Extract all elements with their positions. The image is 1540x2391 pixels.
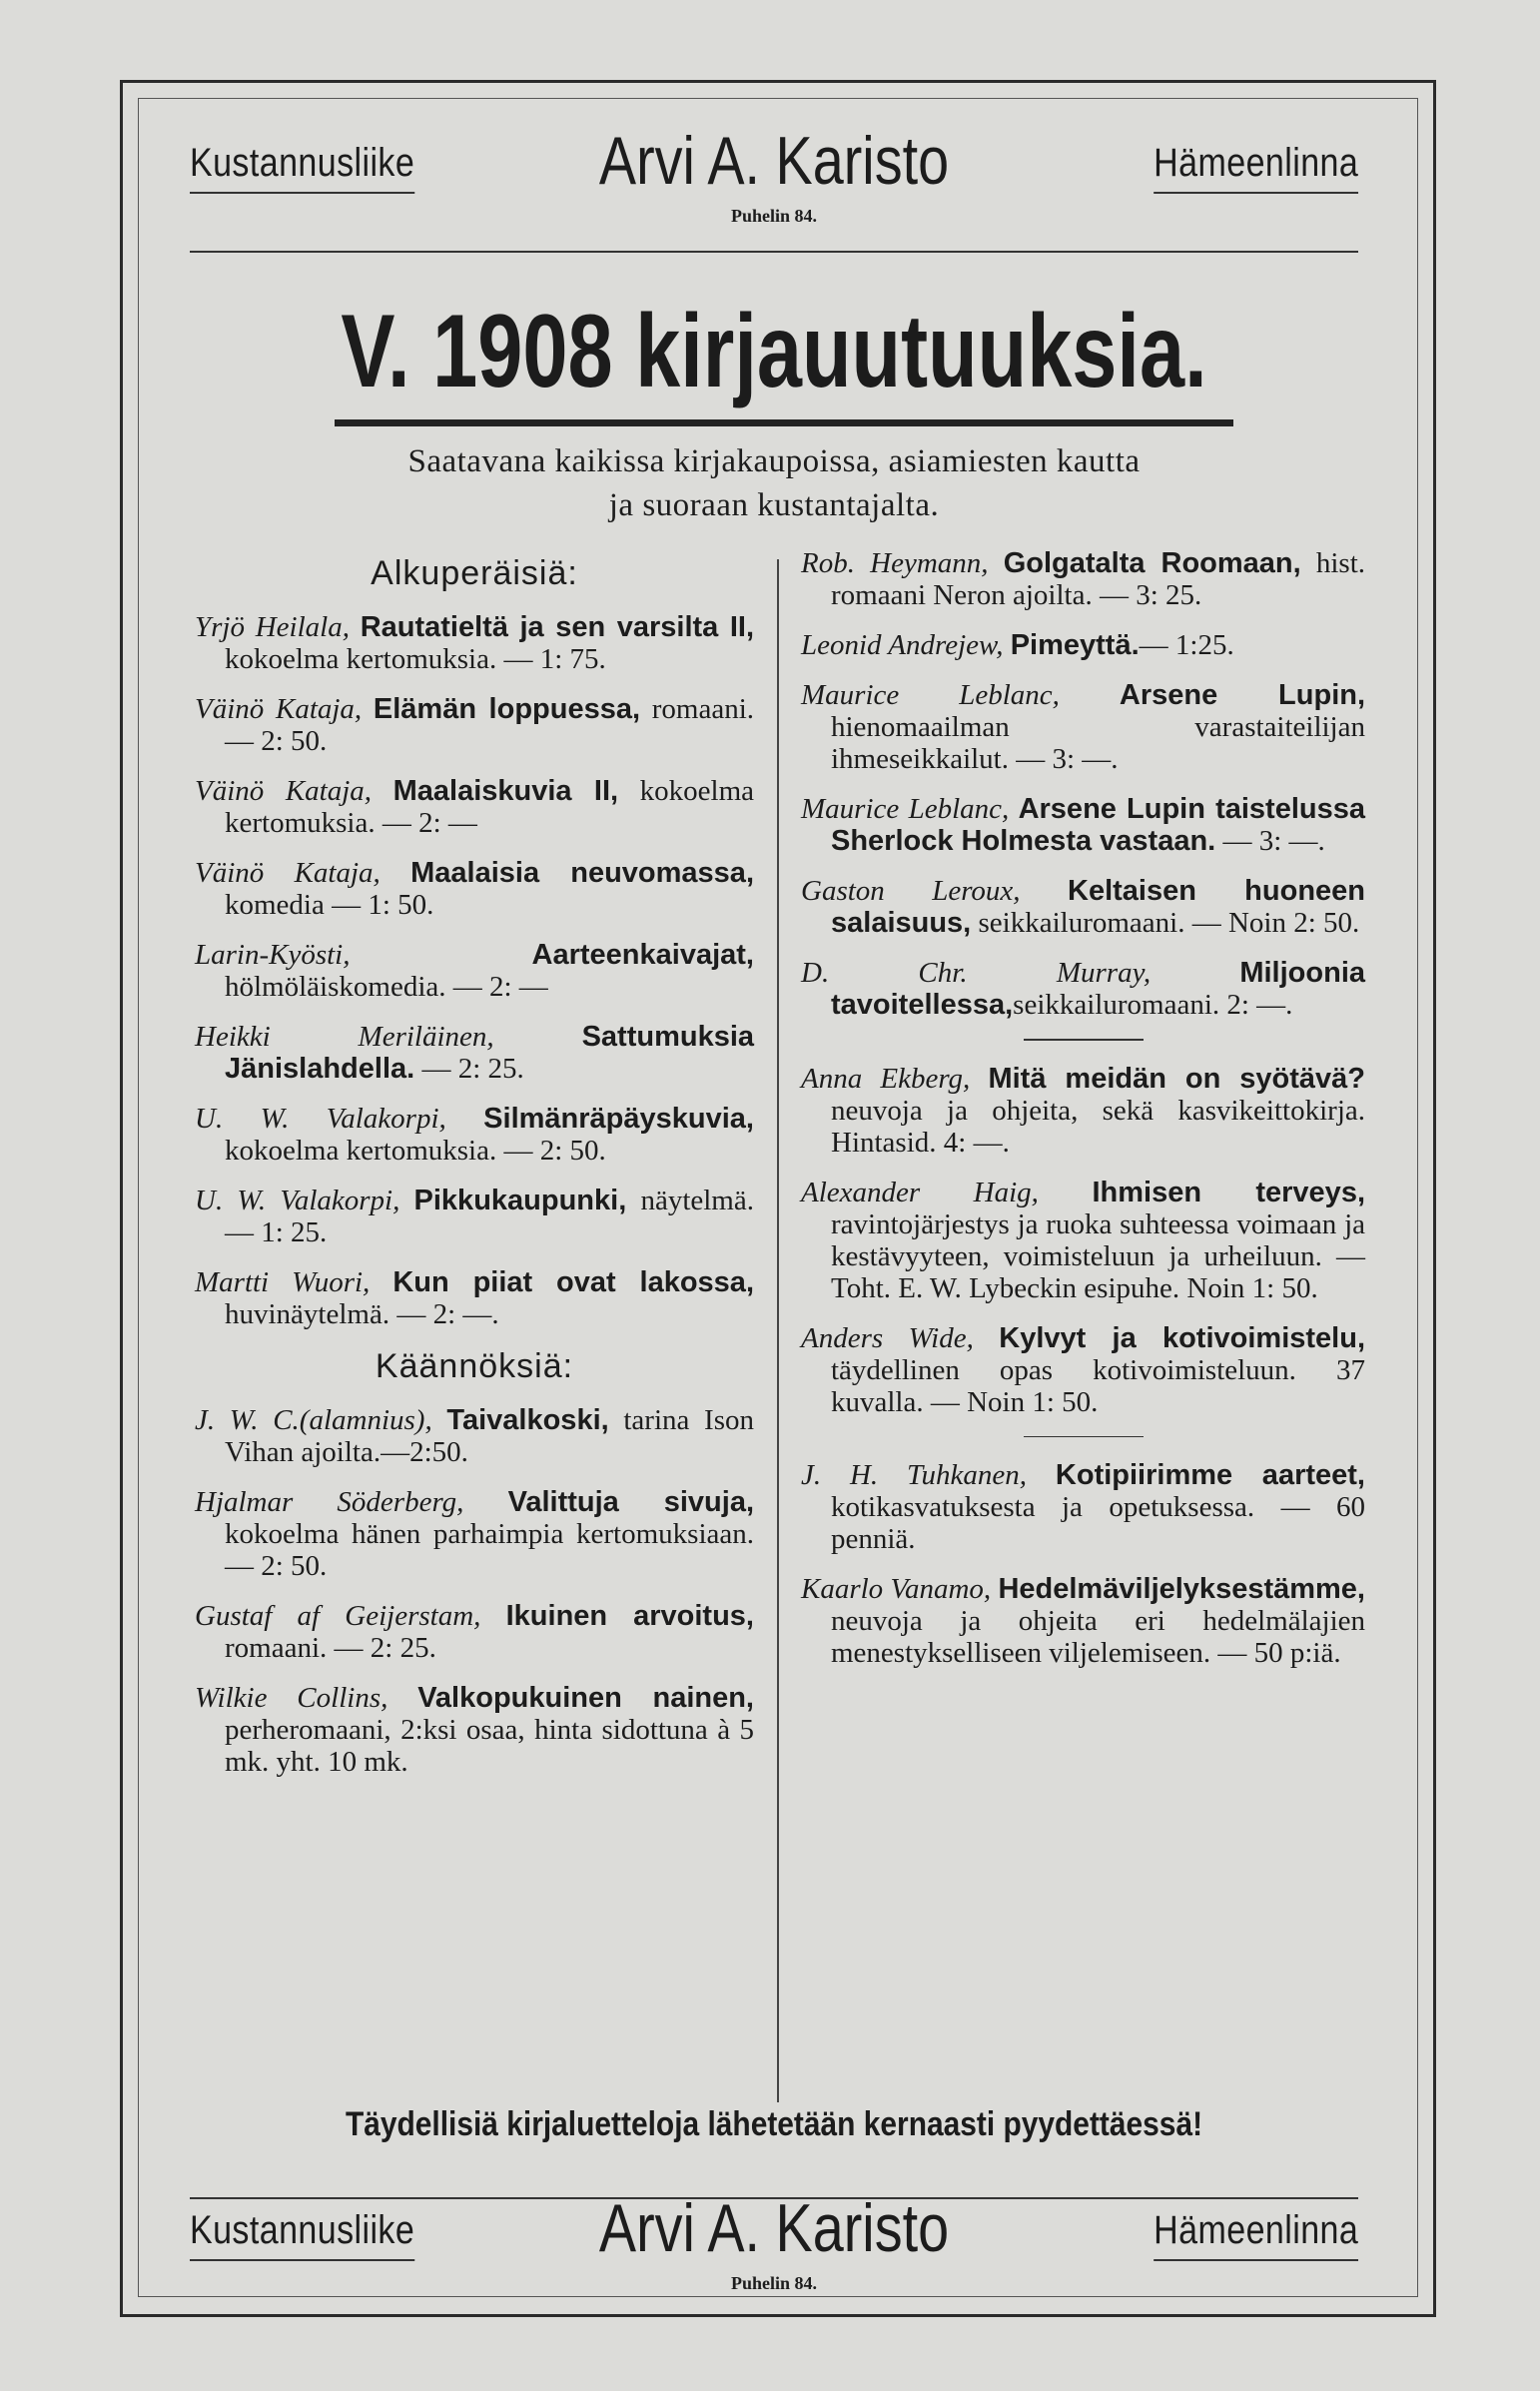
book-title: Sattumuksia Jänislahdella. (225, 1021, 755, 1085)
book-entry (801, 875, 1365, 939)
book-details: romaani. — 2: 50. (225, 693, 755, 757)
book-title: Hedelmäviljelyksestämme, (998, 1573, 1365, 1605)
book-title: Silmänräpäyskuvia, (483, 1103, 754, 1135)
book-title: Valkopukuinen nainen, (417, 1682, 754, 1714)
book-details: — 2: 25. (414, 1053, 524, 1085)
book-author: Hjalmar Söderberg, (195, 1486, 464, 1518)
book-details: seikkailuromaani. 2: —. (1013, 989, 1293, 1021)
publisher-phone: Puhelin 84. (730, 206, 818, 226)
book-author: U. W. Valakorpi, (195, 1185, 400, 1216)
book-details: — 3: —. (1215, 825, 1325, 857)
publisher-phone: Puhelin 84. (730, 2273, 818, 2293)
book-author: Kaarlo Vanamo, (801, 1573, 992, 1605)
book-entry (195, 939, 754, 1003)
intro-line-1: Saatavana kaikissa kirjakaupoissa, asiamiesten kautta (407, 443, 1141, 479)
top-header (190, 110, 1358, 253)
publisher-name: Arvi A. Karisto (598, 123, 950, 199)
book-entry (801, 957, 1365, 1021)
book-details: kotikasvatuksesta ja opetuksessa. — 60 penniä. (831, 1491, 1365, 1555)
book-details: — 1:25. (1139, 629, 1234, 661)
right-group-3 (801, 1459, 1365, 1669)
title-rule (335, 419, 1233, 426)
book-details: komedia — 1: 50. (225, 889, 434, 921)
book-author: Maurice Leblanc, (801, 793, 1010, 825)
book-author: J. H. Tuhkanen, (801, 1459, 1028, 1491)
book-author: Väinö Kataja, (195, 775, 373, 807)
publisher-city: Hämeenlinna (1153, 141, 1358, 185)
book-author: Larin-Kyösti, (195, 939, 351, 971)
book-details: ravintojärjestys ja ruoka suhteessa voimaan ja kestävyyteen, voimisteluun ja urheiluun. — Toht. E. W. Lybeckin esipuhe. Noin 1: 50. (831, 1207, 1365, 1304)
book-author: Alexander Haig, (801, 1176, 1039, 1208)
book-entry (195, 1404, 754, 1468)
book-author: Yrjö Heilala, (195, 611, 350, 643)
book-entry (195, 1185, 754, 1248)
book-author: Wilkie Collins, (195, 1682, 388, 1714)
book-details: hist. romaani Neron ajoilta. — 3: 25. (831, 547, 1366, 611)
book-details: kokoelma kertomuksia. — 2: — (225, 775, 755, 839)
book-details: neuvoja ja ohjeita, sekä kasvikeittokirja. Hintasid. 4: —. (831, 1094, 1365, 1159)
book-details: kokoelma kertomuksia. — 2: 50. (225, 1135, 606, 1167)
publisher-city: Hämeenlinna (1153, 2208, 1358, 2252)
book-title: Rautatieltä ja sen varsilta II, (360, 611, 754, 643)
book-entry (195, 1103, 754, 1167)
book-entry (195, 1600, 754, 1664)
book-author: Väinö Kataja, (195, 857, 381, 889)
book-title: Taivalkoski, (446, 1404, 609, 1436)
book-title: Aarteenkaivajat, (531, 939, 754, 971)
right-group-1 (801, 547, 1365, 1021)
book-entry (801, 679, 1365, 775)
catalog-note: Täydellisiä kirjaluetteloja lähetetään kernaasti pyydettäessä! (345, 2105, 1203, 2143)
book-title: Pimeyttä. (1010, 629, 1140, 661)
group-separator (1024, 1039, 1144, 1041)
section-translations-heading: Käännöksiä: (375, 1347, 574, 1385)
publisher-label: Kustannusliike (190, 2208, 415, 2252)
left-column (195, 547, 754, 1796)
book-author: J. W. C.(alamnius), (195, 1404, 432, 1436)
book-details: seikkailuromaani. — Noin 2: 50. (971, 907, 1360, 939)
page-title: V. 1908 kirjauutuuksia. (341, 294, 1207, 409)
book-title: Kun piiat ovat lakossa, (392, 1266, 754, 1298)
book-title: Maalaisia neuvomassa, (410, 857, 754, 889)
translations-list (195, 1404, 754, 1778)
book-entry (195, 1266, 754, 1330)
book-details: perheromaani, 2:ksi osaa, hinta sidottuna à 5 mk. yht. 10 mk. (225, 1714, 754, 1778)
book-title: Arsene Lupin taistelussa Sherlock Holmesta vastaan. (831, 793, 1365, 857)
book-details: täydellinen opas kotivoimisteluun. 37 kuvalla. — Noin 1: 50. (831, 1353, 1365, 1418)
header-rule (190, 251, 1358, 253)
book-title: Golgatalta Roomaan, (1003, 547, 1301, 579)
book-author: Martti Wuori, (195, 1266, 371, 1298)
book-title: Ihmisen terveys, (1092, 1176, 1365, 1208)
book-details: hienomaailman varastaiteilijan ihmeseikkailut. — 3: —. (831, 711, 1365, 775)
book-author: Anna Ekberg, (801, 1062, 971, 1095)
intro-line-2: ja suoraan kustantajalta. (608, 487, 940, 523)
book-title: Mitä meidän on syötävä? (988, 1062, 1366, 1095)
group-separator (1024, 1436, 1144, 1438)
originals-list (195, 611, 754, 1330)
book-title: Ikuinen arvoitus, (505, 1600, 754, 1632)
book-title: Keltaisen huoneen salaisuus, (831, 875, 1366, 939)
book-author: D. Chr. Murray, (801, 957, 1152, 989)
book-entry (801, 629, 1365, 661)
book-author: Gaston Leroux, (801, 875, 1021, 907)
book-author: U. W. Valakorpi, (195, 1103, 446, 1135)
book-author: Maurice Leblanc, (801, 679, 1060, 711)
book-entry (801, 1459, 1365, 1555)
book-entry (801, 793, 1365, 857)
book-details: romaani. — 2: 25. (225, 1632, 436, 1664)
book-author: Leonid Andrejew, (801, 629, 1004, 661)
book-author: Gustaf af Geijerstam, (195, 1600, 481, 1632)
column-divider (777, 559, 779, 2102)
book-details: kokoelma hänen parhaimpia kertomuksiaan. — 2: 50. (225, 1518, 754, 1582)
publisher-name: Arvi A. Karisto (598, 2190, 950, 2266)
section-originals-heading: Alkuperäisiä: (371, 554, 578, 592)
book-details: neuvoja ja ohjeita eri hedelmälajien menestykselliseen viljelemiseen. — 50 p:iä. (831, 1605, 1365, 1669)
right-group-2 (801, 1063, 1365, 1418)
book-entry (801, 547, 1365, 611)
book-entry (195, 775, 754, 839)
book-title: Maalaiskuvia II, (392, 775, 619, 807)
book-entry (801, 1177, 1365, 1304)
book-entry (195, 1021, 754, 1085)
book-details: tarina Ison Vihan ajoilta.—2:50. (225, 1404, 754, 1468)
book-entry (195, 1486, 754, 1582)
book-entry (801, 1322, 1365, 1418)
book-author: Väinö Kataja, (195, 693, 363, 725)
book-details: hölmöläiskomedia. — 2: — (225, 971, 548, 1003)
book-title: Elämän loppuessa, (373, 693, 641, 725)
book-title: Valittuja sivuja, (507, 1486, 755, 1518)
book-details: kokoelma kertomuksia. — 1: 75. (225, 643, 606, 675)
book-author: Anders Wide, (801, 1321, 974, 1354)
book-author: Rob. Heymann, (801, 547, 989, 579)
bottom-header (190, 2177, 1358, 2294)
book-title: Arsene Lupin, (1119, 679, 1366, 711)
book-entry (801, 1063, 1365, 1159)
book-title: Pikkukaupunki, (413, 1185, 627, 1216)
intro-text (190, 439, 1358, 527)
book-details: näytelmä. — 1: 25. (225, 1185, 754, 1248)
book-details: huvinäytelmä. — 2: —. (225, 1298, 499, 1330)
book-entry (195, 1682, 754, 1778)
publisher-label: Kustannusliike (190, 141, 415, 185)
book-title: Kylvyt ja kotivoimistelu, (999, 1321, 1366, 1354)
book-title: Kotipiirimme aarteet, (1055, 1459, 1365, 1491)
book-author: Heikki Meriläinen, (195, 1021, 494, 1053)
book-entry (195, 857, 754, 921)
book-entry (195, 611, 754, 675)
book-entry (195, 693, 754, 757)
right-column (801, 547, 1365, 1687)
book-title: Miljoonia tavoitellessa, (831, 957, 1366, 1021)
book-entry (801, 1573, 1365, 1669)
